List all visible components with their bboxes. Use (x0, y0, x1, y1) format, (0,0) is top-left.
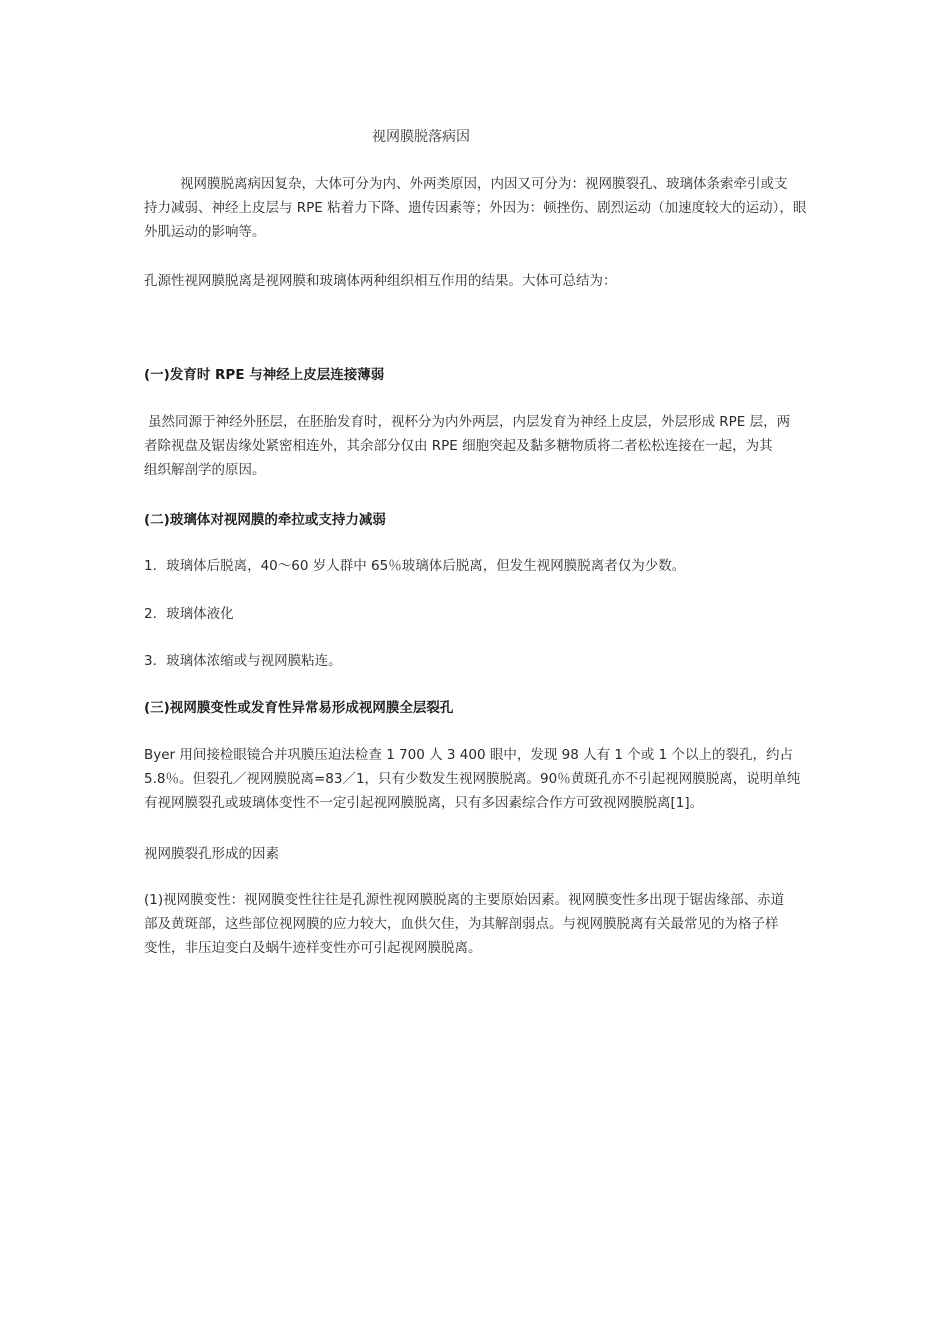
factor-1-line-2: 部及黄斑部，这些部位视网膜的应力较大，血供欠佳，为其解剖弱点。与视网膜脱离有关最常见的为格子样 (144, 916, 779, 932)
summary-line: 孔源性视网膜脱离是视网膜和玻璃体两种组织相互作用的结果。大体可总结为： (144, 273, 617, 289)
section-2-item-2-text: 2．玻璃体液化 (144, 606, 234, 622)
section-2-item-2 (144, 602, 808, 626)
section-2-item-1 (144, 554, 808, 578)
section-2-item-1-text: 1．玻璃体后脱离，40～60 岁人群中 65％玻璃体后脱离，但发生视网膜脱离者仅为少数。 (144, 558, 686, 574)
section-1-line-3: 组织解剖学的原因。 (144, 462, 266, 478)
intro-line-2: 持力减弱、神经上皮层与 RPE 粘着力下降、遗传因素等；外因为：顿挫伤、剧烈运动（加速度较大的运动），眼 (144, 200, 807, 216)
intro-line-3: 外肌运动的影响等。 (144, 224, 266, 240)
section-1-line-1: 虽然同源于神经外胚层，在胚胎发育时，视杯分为内外两层，内层发育为神经上皮层，外层形成 RPE 层，两 (148, 414, 791, 430)
factors-title (144, 842, 808, 866)
intro-paragraph (144, 172, 808, 244)
factors-title-text: 视网膜裂孔形成的因素 (144, 846, 279, 862)
factor-1-line-1: (1)视网膜变性：视网膜变性往往是孔源性视网膜脱离的主要原始因素。视网膜变性多出现于锯齿缘部、赤道 (144, 892, 785, 908)
section-1-heading: (一)发育时 RPE 与神经上皮层连接薄弱 (144, 367, 385, 383)
summary-paragraph (144, 269, 808, 293)
section-2-item-3 (144, 649, 808, 673)
section-2-item-3-text: 3．玻璃体浓缩或与视网膜粘连。 (144, 653, 342, 669)
section-1-paragraph (144, 410, 808, 482)
section-1-line-2: 者除视盘及锯齿缘处紧密相连外，其余部分仅由 RPE 细胞突起及黏多糖物质将二者松松连接在一起，为其 (144, 438, 773, 454)
intro-line-1: 视网膜脱离病因复杂，大体可分为内、外两类原因，内因又可分为：视网膜裂孔、玻璃体条索牵引或支 (180, 176, 788, 192)
factor-1-line-3: 变性，非压迫变白及蜗牛迹样变性亦可引起视网膜脱离。 (144, 940, 482, 956)
section-2-heading: (二)玻璃体对视网膜的牵拉或支持力减弱 (144, 512, 386, 528)
section-3-line-3: 有视网膜裂孔或玻璃体变性不一定引起视网膜脱离，只有多因素综合作方可致视网膜脱离[1]。 (144, 795, 704, 811)
factor-1-paragraph (144, 888, 808, 960)
section-3-line-2: 5.8％。但裂孔／视网膜脱离=83／1，只有少数发生视网膜脱离。90％黄斑孔亦不引起视网膜脱离，说明单纯 (144, 771, 801, 787)
section-3-paragraph (144, 743, 808, 815)
section-3-heading: (三)视网膜变性或发育性异常易形成视网膜全层裂孔 (144, 700, 454, 716)
document-title: 视网膜脱落病因 (372, 129, 470, 145)
section-3-line-1: Byer 用间接检眼镜合并巩膜压迫法检查 1 700 人 3 400 眼中，发现 98 人有 1 个或 1 个以上的裂孔，约占 (144, 747, 793, 763)
